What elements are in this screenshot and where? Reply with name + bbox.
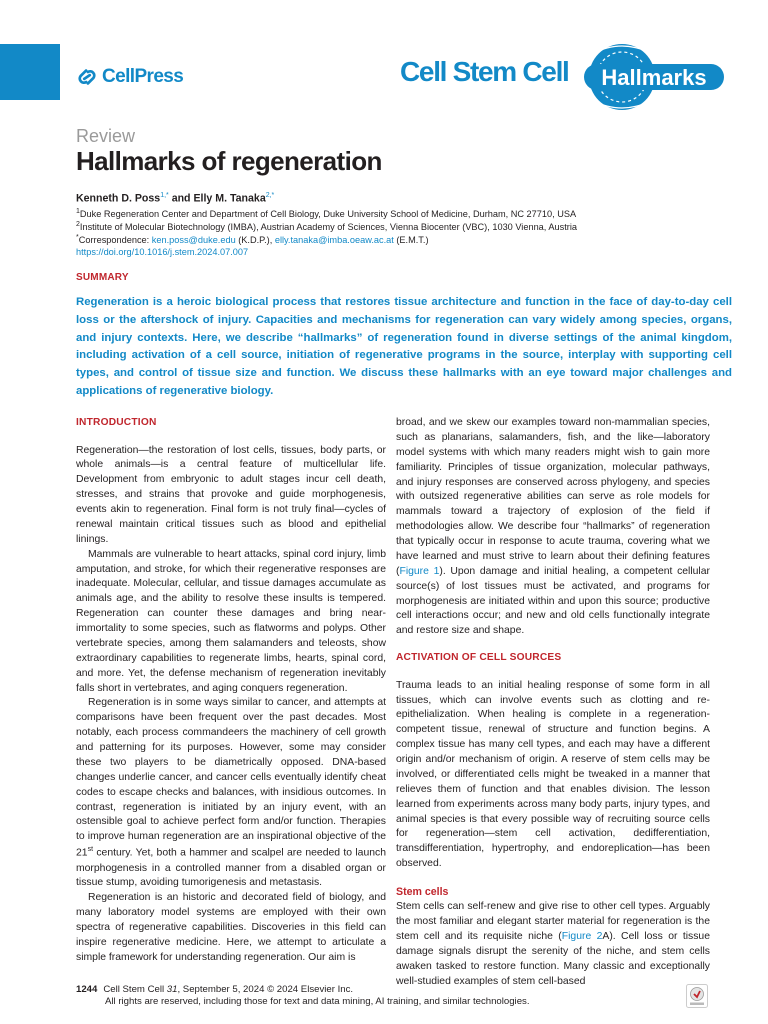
section-heading-introduction: INTRODUCTION — [76, 417, 157, 428]
paragraph: Trauma leads to an initial healing response of some form in all tissues, which can involve events such as clotting and re-epithelialization. When healing is complete in a regeneration-competent tissue, renewal of structure and function begins. A complex tissue has many cell types, and each may have a different origin and/or mechanism of origin. A reserve of stem cells may be involved, or differentiated cells might be tweaked in a manner that relieves them of function and that enables division. The lesson learned from experiments across many body parts, injury types, and animal species is that every possible way of recruiting source cells for regeneration—stem cell activation, dedifferentiation, transdifferentiation, hypertrophy, and endoreplication—has been observed. — [396, 679, 710, 870]
author-name[interactable]: Elly M. Tanaka — [193, 192, 266, 205]
journal-logo[interactable] — [400, 48, 728, 104]
citation-journal: Cell Stem Cell — [103, 984, 167, 995]
paragraph-text: broad, and we skew our examples toward non-mammalian species, such as planarians, salamanders, fish, and the like—laboratory model systems with which many readers might wish to gain more familiarity. Principles of tissue organization, molecular pathways, and injury responses are conserved across phylogeny, and species with outsized regenerative abilities can serve as role models for mammals toward a trajectory of explosion of the field if methodologies allow. We describe four “hallmarks” of regeneration that typically occur in response to acute trauma, covering what we have learned and must strive to learn about their defining features ( — [396, 417, 710, 577]
affiliation-mark: 2 — [76, 221, 80, 228]
paragraph — [396, 416, 710, 639]
right-column — [396, 416, 710, 989]
citation-volume: 31 — [166, 984, 178, 995]
affiliation-text: Institute of Molecular Biotechnology (IMBA), Austrian Academy of Sciences, Vienna Biocenter (VBC), 1030 Vienna, Austria — [79, 222, 577, 233]
crossmark-icon[interactable] — [686, 984, 708, 1008]
article-title: Hallmarks of regeneration — [76, 146, 382, 176]
ordinal-suffix: st — [87, 846, 94, 854]
summary-heading: SUMMARY — [76, 272, 129, 283]
figure-link[interactable]: Figure 1 — [399, 565, 440, 577]
author-separator: and — [168, 192, 194, 205]
affiliation-mark: 1 — [76, 208, 80, 215]
page-footer — [76, 984, 530, 1007]
paragraph — [76, 696, 386, 891]
correspondence-label: Correspondence: — [78, 235, 152, 246]
hallmarks-label: Hallmarks — [601, 65, 707, 90]
paragraph: Regeneration—the restoration of lost cells, tissues, body parts, or whole animals—is a central feature of multicellular life. Development from embryonic to adult stages incur cell death, stresses, and strains that provoke and guide morphogenesis, events akin to regeneration. Final form is not truly final—cycles of renewal maintain critical tissues such as blood and epithelial linings. — [76, 444, 386, 545]
author-name[interactable]: Kenneth D. Poss — [76, 192, 161, 205]
subsection-heading-stem-cells: Stem cells — [396, 886, 449, 899]
paragraph-text: century. Yet, both a hammer and scalpel are needed to launch morphogenesis in a controlled manner from a disabled organ or tissue stump, avoiding tumorigenesis and metastasis. — [76, 847, 386, 889]
paragraph-text: ). Upon damage and initial healing, a competent cellular source(s) of lost tissues must be activated, and programs for morphogenesis are initiated within and upon this source; productive cell interactions occur; and new and old cells functionally integrate and restore size and shape. — [396, 565, 710, 637]
paragraph-text: Stem cells can self-renew and give rise to other cell types. Arguably the most familiar and elegant starter material for regeneration is the stem cell and its requisite niche ( — [396, 901, 710, 942]
summary-text: Regeneration is a heroic biological process that restores tissue architecture and function in the face of day-to-day cell loss or the aftershock of injury. Capacities and mechanisms for regeneration can vary widely among species, organs, and injury contexts. Here, we describe “hallmarks” of regeneration found in diverse settings of the animal kingdom, including activation of a cell source, initiation of regenerative programs in the source, interplay with supporting cell types, and control of tissue size and function. We discuss these hallmarks with an eye toward major challenges and applications of regenerative biology. — [76, 296, 732, 397]
doi-link[interactable]: https://doi.org/10.1016/j.stem.2024.07.007 — [76, 247, 249, 257]
paragraph: Mammals are vulnerable to heart attacks, spinal cord injury, limb amputation, and stroke, for which their regenerative responses are inadequate. Molecular, cellular, and tissue damages accumulate as animals age, and the ability to resolve these insults is tempered. Regeneration can counter these damages and bring near-immortality to some species, such as flatworms and polyps. Other vertebrate species, among them salamanders and teleosts, show extraordinary capabilities to regenerate limbs, hearts, spinal cord, and more. Yet, the defense mechanism of regeneration inevitably falls short in vertebrates, and aging conquers regeneration. — [76, 548, 386, 694]
affiliation — [76, 221, 577, 232]
affiliation-text: Duke Regeneration Center and Department of Cell Biology, Duke University School of Medicine, Durham, NC 27710, USA — [79, 209, 577, 220]
cellpress-icon — [76, 66, 98, 88]
citation-details: , September 5, 2024 © 2024 Elsevier Inc. — [177, 984, 354, 995]
author-marks[interactable]: 1,* — [160, 192, 169, 199]
cellpress-logo[interactable] — [76, 64, 183, 90]
paragraph-text: Regeneration is in some ways similar to cancer, and attempts at comparisons have been frequent over the past decades. Most notably, each process commandeers the machinery of cell growth and patterning for its purposes. However, some may consider these two players to be diametrically opposed. DNA-based changes underlie cancer, and cancer cells eventually identify cheat codes to escape checks and balances, with insidious outcomes. In contrast, regeneration is initiated by an injury event, with an ostensible goal to achieve perfect form and/or function. Therapies to improve human regeneration are an inspirational objective of the 21 — [76, 697, 386, 859]
header-accent-bar — [0, 44, 60, 100]
page-number: 1244 — [76, 984, 98, 995]
email-link[interactable]: ken.poss@duke.edu — [151, 235, 236, 246]
citation-line — [76, 984, 530, 996]
hallmarks-badge — [570, 42, 732, 112]
author-initials: (E.M.T.) — [393, 235, 429, 246]
email-link[interactable]: elly.tanaka@imba.oeaw.ac.at — [274, 235, 394, 246]
affiliation — [76, 208, 576, 219]
paragraph-text: A). Cell loss or tissue damage signals disrupt the serenity of the niche, and stem cells awaken tasked to restore function. Many classic and exceptionally well-studied examples of stem cell-based — [396, 930, 710, 987]
paragraph — [396, 900, 710, 989]
journal-name: Cell Stem Cell — [400, 56, 569, 87]
author-marks[interactable]: 2,* — [265, 192, 275, 199]
author-list — [76, 192, 274, 205]
publisher-name: CellPress — [102, 66, 184, 87]
correspondence — [76, 234, 429, 245]
rights-statement: All rights are reserved, including those for text and data mining, AI training, and similar technologies. — [105, 995, 530, 1007]
paragraph: Regeneration is an historic and decorated field of biology, and many laboratory model systems are employed with their own spectra of regenerative capabilities. Discoveries in this field can inspire regenerative medicine. Here, we attempt to articulate a simple framework for understanding regeneration. Our aim is — [76, 892, 386, 963]
author-initials: (K.D.P.), — [235, 235, 275, 246]
correspondence-mark: * — [76, 234, 79, 241]
article-type: Review — [76, 126, 136, 146]
section-heading-activation: ACTIVATION OF CELL SOURCES — [396, 652, 562, 664]
left-column — [76, 416, 386, 966]
figure-link[interactable]: Figure 2 — [561, 930, 603, 942]
